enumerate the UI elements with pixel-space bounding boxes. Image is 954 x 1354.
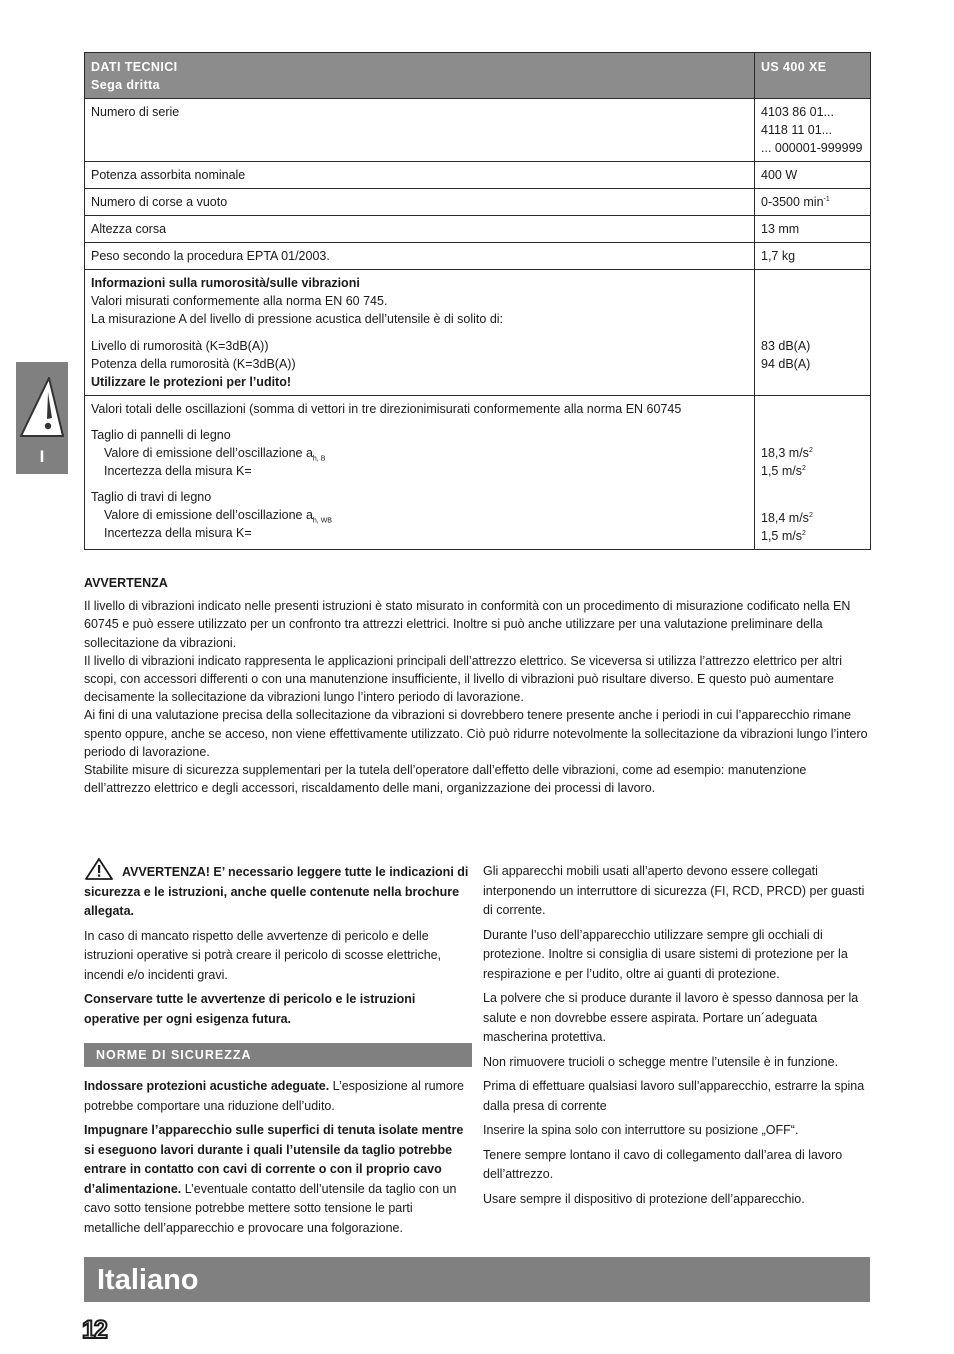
table-row <box>85 243 871 270</box>
beams-uncertainty-label: Incertezza della misura K= <box>104 526 252 540</box>
paragraph: Usare sempre il dispositivo di protezione dell’apparecchio. <box>483 1191 805 1206</box>
table-title: DATI TECNICI <box>91 60 178 74</box>
serial-line: ... 000001-999999 <box>761 141 863 155</box>
left-column <box>84 858 472 1243</box>
paragraph: Il livello di vibrazioni indicato rappresenta le applicazioni principali dell’attrezzo elettrico. Se viceversa si utilizza l’attrezzo elettrico per altri scopi, con accessori differenti o con una manutenzione insufficiente, il livello di vibrazioni può risultare diverso. E questo può aumentare decisamente la sollecitazione da vibrazioni lungo l’intero periodo di lavorazione. <box>84 653 842 705</box>
ear-protection-notice: Utilizzare le protezioni per l’udito! <box>91 375 292 389</box>
paragraph: Tenere sempre lontano il cavo di collegamento dall’area di lavoro dell’attrezzo. <box>483 1147 843 1181</box>
sound-pressure-value: 83 dB(A) <box>761 339 811 353</box>
noise-title: Informazioni sulla rumorosità/sulle vibrazioni <box>91 276 360 290</box>
sound-power-label: Potenza della rumorosità (K=3dB(A)) <box>91 357 296 371</box>
row-value <box>755 189 871 216</box>
panels-uncertainty-value: 1,5 $m/s^2$ <box>761 464 806 478</box>
row-label: Numero di serie <box>85 99 755 162</box>
warning-triangle-icon <box>84 858 114 880</box>
noise-row <box>85 270 871 396</box>
paragraph: Inserire la spina solo con interruttore su posizione „OFF“. <box>483 1123 799 1137</box>
page-number: 12 <box>82 1316 106 1344</box>
row-label: Potenza assorbita nominale <box>85 162 755 189</box>
vibration-info <box>85 396 755 550</box>
table-header-model: US 400 XE <box>755 53 871 99</box>
language-side-tab <box>16 362 68 474</box>
sound-power-value: 94 dB(A) <box>761 357 811 371</box>
panels-emission-label: Valore di emissione dell’oscillazione $a_{h, B}$ <box>104 446 326 463</box>
technical-data-table <box>84 52 871 550</box>
paragraph: Indossare protezioni acustiche adeguate. L’esposizione al rumore potrebbe comportare una riduzione dell’udito. <box>84 1079 464 1113</box>
vibration-intro: Valori totali delle oscillazioni (somma di vettori in tre direzionimisurati conformemente alla norma EN 60745 <box>91 402 682 416</box>
row-value <box>755 99 871 162</box>
beams-uncertainty-value: 1,5 $m/s^2$ <box>761 529 806 543</box>
table-header-row <box>85 53 871 99</box>
table-header-title <box>85 53 755 99</box>
serial-line: 4118 11 01... <box>761 123 833 137</box>
language-letter: I <box>39 447 45 466</box>
vibration-row <box>85 396 871 550</box>
noise-info <box>85 270 755 396</box>
read-instructions-warning: AVVERTENZA! E’ necessario leggere tutte le indicazioni di sicurezza e le istruzioni, anche quelle contenute nella brochure allegata. <box>84 858 472 922</box>
right-column <box>483 862 873 1214</box>
section-heading: AVVERTENZA <box>84 576 168 590</box>
table-row <box>85 189 871 216</box>
paragraph: Prima di effettuare qualsiasi lavoro sull’apparecchio, estrarre la spina dalla presa di corrente <box>483 1079 865 1113</box>
warning-triangle-icon <box>19 374 65 438</box>
beams-emission-value: 18,4 $m/s^2$ <box>761 511 813 525</box>
keep-instructions-notice: Conservare tutte le avvertenze di pericolo e le istruzioni operative per ogni esigenza futura. <box>84 992 416 1026</box>
row-value: 13 mm <box>755 216 871 243</box>
row-value: 1,7 kg <box>755 243 871 270</box>
panels-emission-value: 18,3 $m/s^2$ <box>761 446 813 460</box>
paragraph: La polvere che si produce durante il lavoro è spesso dannosa per la salute e non dovrebbe essere aspirata. Portare un´adeguata mascherina protettiva. <box>483 991 859 1044</box>
vibration-warning-section <box>84 574 872 797</box>
sound-pressure-label: Livello di rumorosità (K=3dB(A)) <box>91 339 269 353</box>
table-subtitle: Sega dritta <box>91 78 160 92</box>
paragraph: Impugnare l’apparecchio sulle superfici di tenuta isolate mentre si eseguono lavori durante i quali l’utensile da taglio potrebbe entrare in contatto con cavi di corrente o con il proprio cavo d’alimentazione. L’eventuale contatto dell’utensile da taglio con un cavo sotto tensione potrebbe mettere sotto tensione le parti metalliche dell’apparecchio e provocare una folgorazione. <box>84 1123 464 1235</box>
row-label: Peso secondo la procedura EPTA 01/2003. <box>85 243 755 270</box>
paragraph: Non rimuovere trucioli o schegge mentre l’utensile è in funzione. <box>483 1054 839 1069</box>
paragraph: Stabilite misure di sicurezza supplementari per la tutela dell’operatore dall’effetto delle vibrazioni, come ad esempio: manutenzione dell’attrezzo elettrico e degli accessori, riscaldamento delle mani, organizzazione dei processi di lavoro. <box>84 763 807 796</box>
language-title: Italiano <box>97 1264 199 1296</box>
panels-title: Taglio di pannelli di legno <box>91 428 231 442</box>
noise-line: Valori misurati conformemente alla norma EN 60 745. <box>91 294 388 308</box>
stroke-rate-value: 0-3500 min <box>761 195 824 209</box>
language-bar <box>84 1257 870 1302</box>
serial-line: 4103 86 01... <box>761 105 834 119</box>
row-label: Numero di corse a vuoto <box>85 189 755 216</box>
row-value: 400 W <box>755 162 871 189</box>
paragraph: Gli apparecchi mobili usati all’aperto devono essere collegati interponendo un interruttore di sicurezza (FI, RCD, PRCD) per guasti di corrente. <box>483 864 865 917</box>
panels-uncertainty-label: Incertezza della misura K= <box>104 464 252 478</box>
safety-rules-heading: NORME DI SICUREZZA <box>84 1043 472 1067</box>
table-row <box>85 216 871 243</box>
beams-title: Taglio di travi di legno <box>91 490 212 504</box>
unit-exponent: -1 <box>823 195 830 203</box>
vibration-values <box>755 396 871 550</box>
table-row <box>85 162 871 189</box>
paragraph: Ai fini di una valutazione precisa della sollecitazione da vibrazioni si dovrebbero tenere presente anche i periodi in cui l’apparecchio rimane spento oppure, anche se acceso, non viene effettivamente utilizzato. Ciò può ridurre notevolmente la sollecitazione da vibrazioni lungo l’intero periodo di lavorazione. <box>84 708 868 759</box>
noise-line: La misurazione A del livello di pressione acustica dell’utensile è di solito di: <box>91 312 504 326</box>
row-label: Altezza corsa <box>85 216 755 243</box>
noise-values <box>755 270 871 396</box>
paragraph: Il livello di vibrazioni indicato nelle presenti istruzioni è stato misurato in conformità con un procedimento di misurazione codificato nella EN 60745 e può essere utilizzato per un confronto tra attrezzi elettrici. Inoltre si può anche utilizzare per una valutazione preliminare della sollecitazione da vibrazioni. <box>84 599 851 650</box>
paragraph: In caso di mancato rispetto delle avvertenze di pericolo e delle istruzioni operative si potrà creare il pericolo di scosse elettriche, incendi e/o incidenti gravi. <box>84 928 442 982</box>
table-row <box>85 99 871 162</box>
beams-emission-label: Valore di emissione dell’oscillazione $a_{h, WB}$ <box>104 508 332 525</box>
paragraph: Durante l’uso dell’apparecchio utilizzare sempre gli occhiali di protezione. Inoltre si consiglia di usare sistemi di protezione per la respirazione e per l’udito, oltre ai guanti di protezione. <box>483 927 848 981</box>
